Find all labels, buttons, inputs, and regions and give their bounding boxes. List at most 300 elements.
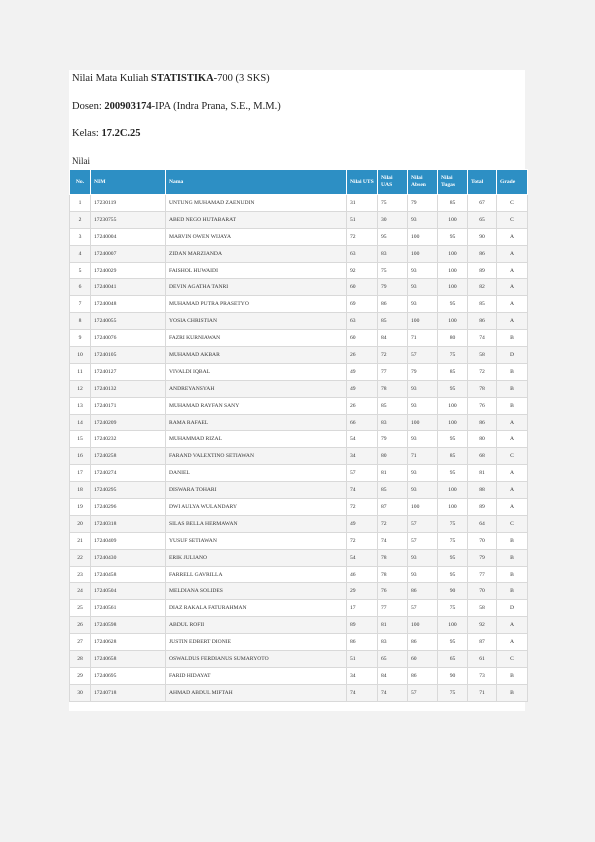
cell-nama: FARID HIDAYAT [166, 667, 347, 684]
cell-absen: 57 [408, 347, 438, 364]
table-row [70, 634, 528, 651]
cell-nama: ANDREYANSYAH [166, 380, 347, 397]
table-row [70, 347, 528, 364]
cell-uts: 63 [347, 313, 378, 330]
cell-absen: 100 [408, 414, 438, 431]
cell-nama: ABED NEGO HUTABARAT [166, 211, 347, 228]
cell-uts: 60 [347, 330, 378, 347]
table-body [70, 195, 528, 702]
table-row [70, 651, 528, 668]
column-header-nama: Nama [166, 170, 347, 195]
cell-absen: 79 [408, 363, 438, 380]
table-row [70, 482, 528, 499]
cell-uas: 30 [378, 211, 408, 228]
cell-uas: 72 [378, 347, 408, 364]
table-row [70, 313, 528, 330]
cell-grade: A [497, 465, 528, 482]
lecturer-id: 200903174 [104, 101, 152, 112]
cell-total: 79 [468, 549, 497, 566]
cell-no: 20 [70, 515, 91, 532]
table-row [70, 279, 528, 296]
cell-uas: 75 [378, 262, 408, 279]
cell-nama: ABDUL ROFII [166, 617, 347, 634]
cell-nim: 17240318 [91, 515, 166, 532]
cell-uts: 72 [347, 532, 378, 549]
cell-grade: C [497, 448, 528, 465]
cell-uts: 49 [347, 363, 378, 380]
cell-uts: 51 [347, 211, 378, 228]
cell-uas: 74 [378, 532, 408, 549]
cell-grade: B [497, 549, 528, 566]
cell-uas: 83 [378, 414, 408, 431]
column-header-uas: Nilai UAS [378, 170, 408, 195]
cell-uts: 92 [347, 262, 378, 279]
cell-total: 58 [468, 347, 497, 364]
cell-uas: 65 [378, 651, 408, 668]
cell-nim: 17240295 [91, 482, 166, 499]
cell-no: 2 [70, 211, 91, 228]
cell-nama: OSWALDUS FERDIANUS SUMARYOTO [166, 651, 347, 668]
lecturer-prefix: Dosen: [72, 101, 105, 112]
cell-uts: 46 [347, 566, 378, 583]
cell-uts: 89 [347, 617, 378, 634]
cell-nim: 17240430 [91, 549, 166, 566]
cell-nama: YUSUF SETIAWAN [166, 532, 347, 549]
cell-uts: 17 [347, 600, 378, 617]
table-row [70, 245, 528, 262]
cell-uas: 87 [378, 499, 408, 516]
cell-nim: 17240209 [91, 414, 166, 431]
cell-uas: 79 [378, 431, 408, 448]
cell-tugas: 100 [438, 397, 468, 414]
cell-absen: 86 [408, 634, 438, 651]
cell-total: 74 [468, 330, 497, 347]
cell-grade: B [497, 363, 528, 380]
cell-absen: 93 [408, 296, 438, 313]
cell-uas: 84 [378, 330, 408, 347]
cell-grade: A [497, 499, 528, 516]
grade-report-page [69, 70, 525, 711]
cell-no: 8 [70, 313, 91, 330]
cell-no: 15 [70, 431, 91, 448]
cell-nim: 17240055 [91, 313, 166, 330]
grades-table [69, 169, 528, 702]
cell-absen: 100 [408, 313, 438, 330]
cell-tugas: 100 [438, 245, 468, 262]
cell-no: 27 [70, 634, 91, 651]
cell-nim: 17230119 [91, 195, 166, 212]
cell-nama: MUHAMAD PUTRA PRASETYO [166, 296, 347, 313]
cell-total: 77 [468, 566, 497, 583]
cell-total: 92 [468, 617, 497, 634]
cell-absen: 93 [408, 262, 438, 279]
cell-grade: B [497, 566, 528, 583]
cell-absen: 93 [408, 211, 438, 228]
table-row [70, 499, 528, 516]
cell-nim: 17240658 [91, 651, 166, 668]
cell-absen: 93 [408, 465, 438, 482]
cell-total: 88 [468, 482, 497, 499]
cell-tugas: 95 [438, 566, 468, 583]
cell-tugas: 95 [438, 431, 468, 448]
cell-nama: DISWARA TOHARI [166, 482, 347, 499]
cell-nim: 17240695 [91, 667, 166, 684]
cell-absen: 79 [408, 195, 438, 212]
course-title [72, 73, 270, 84]
cell-no: 5 [70, 262, 91, 279]
table-header-row [70, 170, 528, 195]
table-row [70, 600, 528, 617]
cell-nama: SILAS BELLA HERMAWAN [166, 515, 347, 532]
cell-uas: 80 [378, 448, 408, 465]
cell-nama: FARAND VALEXTINO SETIAWAN [166, 448, 347, 465]
cell-nama: MARVIN OWEN WIJAYA [166, 228, 347, 245]
cell-no: 24 [70, 583, 91, 600]
cell-grade: B [497, 532, 528, 549]
cell-no: 9 [70, 330, 91, 347]
cell-absen: 57 [408, 515, 438, 532]
cell-total: 76 [468, 397, 497, 414]
table-row [70, 583, 528, 600]
cell-grade: C [497, 651, 528, 668]
cell-total: 78 [468, 380, 497, 397]
cell-grade: B [497, 667, 528, 684]
cell-absen: 86 [408, 667, 438, 684]
cell-no: 26 [70, 617, 91, 634]
cell-absen: 71 [408, 330, 438, 347]
cell-grade: B [497, 330, 528, 347]
table-row [70, 296, 528, 313]
cell-tugas: 75 [438, 684, 468, 701]
cell-tugas: 65 [438, 651, 468, 668]
cell-uas: 86 [378, 296, 408, 313]
cell-grade: C [497, 195, 528, 212]
cell-absen: 93 [408, 279, 438, 296]
cell-tugas: 95 [438, 380, 468, 397]
cell-uts: 34 [347, 667, 378, 684]
cell-total: 65 [468, 211, 497, 228]
cell-total: 70 [468, 583, 497, 600]
cell-tugas: 100 [438, 414, 468, 431]
cell-nim: 17240105 [91, 347, 166, 364]
cell-uts: 72 [347, 499, 378, 516]
table-row [70, 617, 528, 634]
cell-no: 13 [70, 397, 91, 414]
cell-nim: 17240232 [91, 431, 166, 448]
cell-nama: DEVIN AGATHA TANRI [166, 279, 347, 296]
course-suffix: -700 (3 SKS) [213, 73, 270, 84]
cell-nama: DIAZ RAKALA FATURAHMAN [166, 600, 347, 617]
cell-uas: 72 [378, 515, 408, 532]
lecturer-name: -IPA (Indra Prana, S.E., M.M.) [151, 101, 281, 112]
cell-total: 64 [468, 515, 497, 532]
cell-total: 67 [468, 195, 497, 212]
cell-tugas: 100 [438, 211, 468, 228]
cell-uts: 49 [347, 380, 378, 397]
cell-nim: 17240007 [91, 245, 166, 262]
cell-no: 23 [70, 566, 91, 583]
cell-total: 80 [468, 431, 497, 448]
cell-grade: A [497, 482, 528, 499]
cell-total: 58 [468, 600, 497, 617]
cell-uas: 78 [378, 549, 408, 566]
cell-absen: 57 [408, 532, 438, 549]
cell-tugas: 85 [438, 195, 468, 212]
cell-grade: A [497, 296, 528, 313]
column-header-absen: Nilai Absen [408, 170, 438, 195]
cell-tugas: 75 [438, 600, 468, 617]
cell-no: 6 [70, 279, 91, 296]
cell-nama: DANIEL [166, 465, 347, 482]
cell-total: 73 [468, 667, 497, 684]
cell-no: 1 [70, 195, 91, 212]
cell-nim: 17240296 [91, 499, 166, 516]
cell-nim: 17240127 [91, 363, 166, 380]
cell-grade: A [497, 279, 528, 296]
cell-no: 28 [70, 651, 91, 668]
cell-nama: FAZRI KURNIAWAN [166, 330, 347, 347]
cell-no: 4 [70, 245, 91, 262]
table-row [70, 684, 528, 701]
cell-tugas: 95 [438, 549, 468, 566]
cell-nama: DWI AULYA WULANDARY [166, 499, 347, 516]
cell-nim: 17240628 [91, 634, 166, 651]
cell-uts: 69 [347, 296, 378, 313]
cell-nama: MUHAMMAD RIZAL [166, 431, 347, 448]
column-header-tugas: Nilai Tugas [438, 170, 468, 195]
cell-nim: 17240598 [91, 617, 166, 634]
cell-absen: 93 [408, 482, 438, 499]
cell-nama: VIVALDI IQBAL [166, 363, 347, 380]
cell-total: 89 [468, 262, 497, 279]
table-row [70, 566, 528, 583]
cell-absen: 93 [408, 431, 438, 448]
table-row [70, 211, 528, 228]
cell-nim: 17240171 [91, 397, 166, 414]
cell-nim: 17240458 [91, 566, 166, 583]
cell-absen: 93 [408, 549, 438, 566]
class-line [72, 128, 141, 139]
cell-no: 11 [70, 363, 91, 380]
cell-tugas: 100 [438, 499, 468, 516]
table-row [70, 380, 528, 397]
cell-nim: 17240004 [91, 228, 166, 245]
cell-total: 71 [468, 684, 497, 701]
cell-no: 3 [70, 228, 91, 245]
table-row [70, 431, 528, 448]
table-row [70, 448, 528, 465]
cell-nama: UNTUNG MUHAMAD ZAENUDIN [166, 195, 347, 212]
cell-total: 86 [468, 245, 497, 262]
cell-nama: MELDIANA SOLIDES [166, 583, 347, 600]
cell-nim: 17240258 [91, 448, 166, 465]
cell-uts: 60 [347, 279, 378, 296]
cell-no: 14 [70, 414, 91, 431]
cell-uts: 34 [347, 448, 378, 465]
table-row [70, 515, 528, 532]
cell-uts: 26 [347, 347, 378, 364]
table-row [70, 262, 528, 279]
course-name: STATISTIKA [151, 73, 214, 84]
cell-no: 10 [70, 347, 91, 364]
cell-absen: 100 [408, 228, 438, 245]
cell-uas: 85 [378, 397, 408, 414]
cell-no: 16 [70, 448, 91, 465]
cell-uas: 74 [378, 684, 408, 701]
table-row [70, 330, 528, 347]
cell-tugas: 100 [438, 313, 468, 330]
cell-total: 86 [468, 313, 497, 330]
cell-total: 68 [468, 448, 497, 465]
cell-total: 90 [468, 228, 497, 245]
cell-uts: 86 [347, 634, 378, 651]
cell-uas: 79 [378, 279, 408, 296]
table-row [70, 532, 528, 549]
lecturer-line [72, 101, 281, 112]
table-row [70, 228, 528, 245]
column-header-uts: Nilai UTS [347, 170, 378, 195]
cell-tugas: 75 [438, 532, 468, 549]
table-row [70, 549, 528, 566]
cell-grade: A [497, 431, 528, 448]
cell-grade: A [497, 634, 528, 651]
cell-uts: 29 [347, 583, 378, 600]
cell-absen: 71 [408, 448, 438, 465]
cell-nim: 17240718 [91, 684, 166, 701]
cell-tugas: 85 [438, 448, 468, 465]
cell-nama: YOSIA CHRISTIAN [166, 313, 347, 330]
cell-uts: 74 [347, 684, 378, 701]
cell-uas: 78 [378, 566, 408, 583]
cell-grade: A [497, 313, 528, 330]
cell-nama: JUSTIN EDBERT DIONIE [166, 634, 347, 651]
cell-no: 29 [70, 667, 91, 684]
cell-uts: 66 [347, 414, 378, 431]
cell-grade: A [497, 617, 528, 634]
cell-absen: 93 [408, 397, 438, 414]
cell-no: 19 [70, 499, 91, 516]
cell-uas: 77 [378, 363, 408, 380]
cell-absen: 57 [408, 684, 438, 701]
column-header-nim: NIM [91, 170, 166, 195]
table-row [70, 363, 528, 380]
cell-tugas: 90 [438, 667, 468, 684]
cell-grade: B [497, 583, 528, 600]
cell-total: 61 [468, 651, 497, 668]
cell-absen: 86 [408, 583, 438, 600]
cell-total: 86 [468, 414, 497, 431]
cell-no: 30 [70, 684, 91, 701]
cell-nama: FAISHOL HUWAIDI [166, 262, 347, 279]
cell-nim: 17240504 [91, 583, 166, 600]
cell-uas: 85 [378, 482, 408, 499]
cell-nim: 17240048 [91, 296, 166, 313]
cell-uas: 83 [378, 634, 408, 651]
cell-tugas: 75 [438, 515, 468, 532]
cell-nim: 17230755 [91, 211, 166, 228]
cell-nama: ERIK JULIANO [166, 549, 347, 566]
cell-total: 81 [468, 465, 497, 482]
cell-uts: 54 [347, 431, 378, 448]
table-row [70, 667, 528, 684]
cell-grade: A [497, 414, 528, 431]
cell-uas: 84 [378, 667, 408, 684]
table-row [70, 414, 528, 431]
column-header-total: Total [468, 170, 497, 195]
cell-no: 22 [70, 549, 91, 566]
table-row [70, 397, 528, 414]
cell-grade: A [497, 245, 528, 262]
cell-uas: 76 [378, 583, 408, 600]
cell-uas: 85 [378, 313, 408, 330]
cell-nim: 17240132 [91, 380, 166, 397]
course-prefix: Nilai Mata Kuliah [72, 73, 152, 84]
cell-uts: 26 [347, 397, 378, 414]
cell-no: 18 [70, 482, 91, 499]
cell-nama: AHMAD ABDUL MIFTAH [166, 684, 347, 701]
cell-uas: 75 [378, 195, 408, 212]
cell-absen: 93 [408, 566, 438, 583]
cell-nim: 17240409 [91, 532, 166, 549]
cell-total: 87 [468, 634, 497, 651]
cell-tugas: 100 [438, 482, 468, 499]
table-caption: Nilai [72, 156, 90, 166]
cell-absen: 57 [408, 600, 438, 617]
cell-absen: 60 [408, 651, 438, 668]
cell-absen: 93 [408, 380, 438, 397]
cell-grade: D [497, 347, 528, 364]
class-prefix: Kelas: [72, 128, 102, 139]
cell-uas: 83 [378, 245, 408, 262]
cell-absen: 100 [408, 245, 438, 262]
cell-total: 70 [468, 532, 497, 549]
cell-no: 12 [70, 380, 91, 397]
cell-nama: MUHAMAD AKBAR [166, 347, 347, 364]
cell-total: 89 [468, 499, 497, 516]
cell-uts: 63 [347, 245, 378, 262]
cell-uts: 49 [347, 515, 378, 532]
cell-uts: 54 [347, 549, 378, 566]
cell-absen: 100 [408, 499, 438, 516]
cell-total: 72 [468, 363, 497, 380]
cell-nim: 17240561 [91, 600, 166, 617]
cell-tugas: 95 [438, 634, 468, 651]
cell-tugas: 100 [438, 262, 468, 279]
cell-absen: 100 [408, 617, 438, 634]
cell-nama: FARRELL GAVRILLA [166, 566, 347, 583]
cell-tugas: 100 [438, 617, 468, 634]
cell-nim: 17240029 [91, 262, 166, 279]
cell-uas: 81 [378, 465, 408, 482]
cell-tugas: 90 [438, 583, 468, 600]
cell-tugas: 100 [438, 279, 468, 296]
cell-uts: 57 [347, 465, 378, 482]
cell-grade: A [497, 228, 528, 245]
cell-no: 25 [70, 600, 91, 617]
table-row [70, 195, 528, 212]
cell-uts: 31 [347, 195, 378, 212]
cell-nim: 17240041 [91, 279, 166, 296]
cell-nama: MUHAMAD RAYFAN SANY [166, 397, 347, 414]
class-name: 17.2C.25 [101, 128, 141, 139]
cell-grade: B [497, 380, 528, 397]
cell-no: 17 [70, 465, 91, 482]
cell-grade: C [497, 211, 528, 228]
cell-no: 21 [70, 532, 91, 549]
column-header-no: No. [70, 170, 91, 195]
cell-uas: 77 [378, 600, 408, 617]
cell-no: 7 [70, 296, 91, 313]
